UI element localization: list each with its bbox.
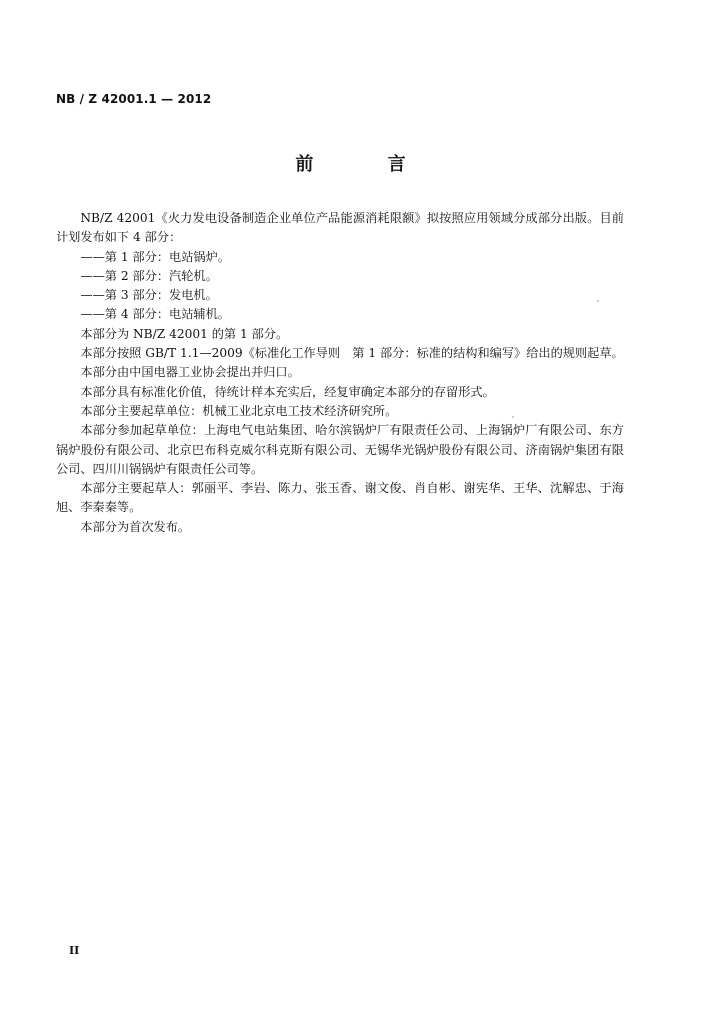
part-list-item: ——第 1 部分：电站锅炉。 [80, 249, 230, 264]
main-drafters-paragraph: 本部分主要起草人：郭丽平、李岩、陈力、张玉香、谢文俊、肖自彬、谢宪华、王华、沈解忠、于海旭、李秦秦等。 [56, 481, 624, 515]
scan-speck [512, 416, 514, 418]
part-list-item: ——第 3 部分：发电机。 [80, 288, 218, 303]
scope-paragraph: 本部分为 NB/Z 42001 的第 1 部分。 [80, 326, 289, 341]
main-drafting-unit-paragraph: 本部分主要起草单位：机械工业北京电工技术经济研究所。 [80, 403, 398, 418]
standardization-value-paragraph: 本部分具有标准化价值，待统计样本充实后，经复审确定本部分的存留形式。 [80, 384, 495, 399]
page-title: 前 言 [295, 154, 440, 175]
intro-paragraph: NB/Z 42001《火力发电设备制造企业单位产品能源消耗限额》拟按照应用领域分成部分出版。目前计划发布如下 4 部分： [56, 211, 624, 245]
participating-units-paragraph: 本部分参加起草单位：上海电气电站集团、哈尔滨锅炉厂有限责任公司、上海锅炉厂有限公司、东方锅炉股份有限公司、北京巴布科克威尔科克斯有限公司、无锡华光锅炉股份有限公司、济南锅炉集团有限公司、四川川锅锅炉有限责任公司等。 [56, 423, 624, 476]
proposer-paragraph: 本部分由中国电器工业协会提出并归口。 [80, 365, 300, 380]
part-list-item: ——第 4 部分：电站辅机。 [80, 307, 230, 322]
scan-speck [597, 300, 599, 302]
document-body [56, 209, 624, 537]
first-release-paragraph: 本部分为首次发布。 [80, 519, 191, 534]
part-list-item: ——第 2 部分：汽轮机。 [80, 268, 218, 283]
standard-number: NB / Z 42001.1 — 2012 [56, 92, 212, 106]
drafting-rules-paragraph: 本部分按照 GB/T 1.1—2009《标准化工作导则 第 1 部分：标准的结构和编写》给出的规则起草。 [80, 346, 624, 361]
page-number: II [69, 944, 80, 957]
